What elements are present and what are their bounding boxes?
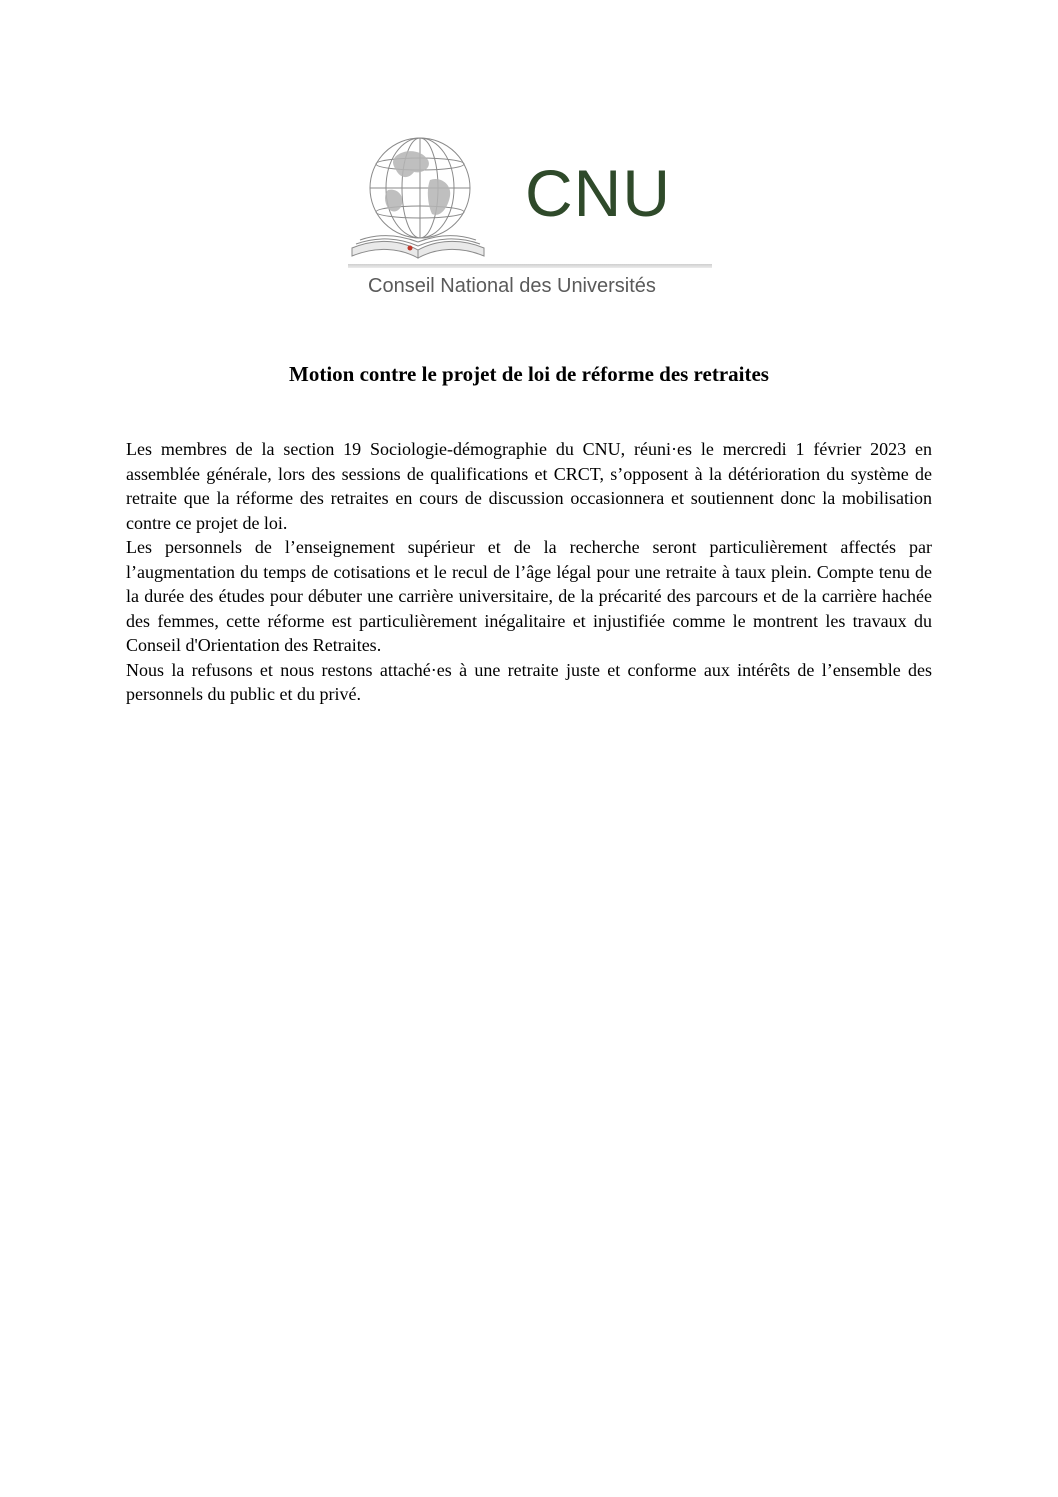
paragraph: Les membres de la section 19 Sociologie-démographie du CNU, réuni·es le mercredi 1 février 2023 en assemblée générale, lors des sessions de qualifications et CRCT, s’opposent à la détérioration du système de retraite que la réforme des retraites en cours de discussion occasionnera et soutiennent donc la mobilisation contre ce projet de loi.: [126, 439, 932, 533]
document-title: Motion contre le projet de loi de réforme des retraites: [289, 362, 769, 386]
document-body: [126, 437, 932, 707]
logo-subtitle: Conseil National des Universités: [368, 275, 656, 297]
globe-on-open-book-icon: [348, 130, 488, 270]
logo-divider: [348, 264, 712, 268]
paragraph: Nous la refusons et nous restons attaché·es à une retraite juste et conforme aux intérêts de l’ensemble des personnels du public et du privé.: [126, 659, 932, 704]
logo-acronym: CNU: [525, 156, 671, 230]
paragraph: Les personnels de l’enseignement supérieur et de la recherche seront particulièrement affectés par l’augmentation du temps de cotisations et le recul de l’âge légal pour une retraite à taux plein. Compte tenu de la durée des études pour débuter une carrière universitaire, de la précarité des parcours et de la carrière hachée des femmes, cette réforme est particulièrement inégalitaire et injustifiée comme le montrent les travaux du Conseil d'Orientation des Retraites.: [126, 537, 932, 655]
cnu-logo: [340, 118, 720, 308]
